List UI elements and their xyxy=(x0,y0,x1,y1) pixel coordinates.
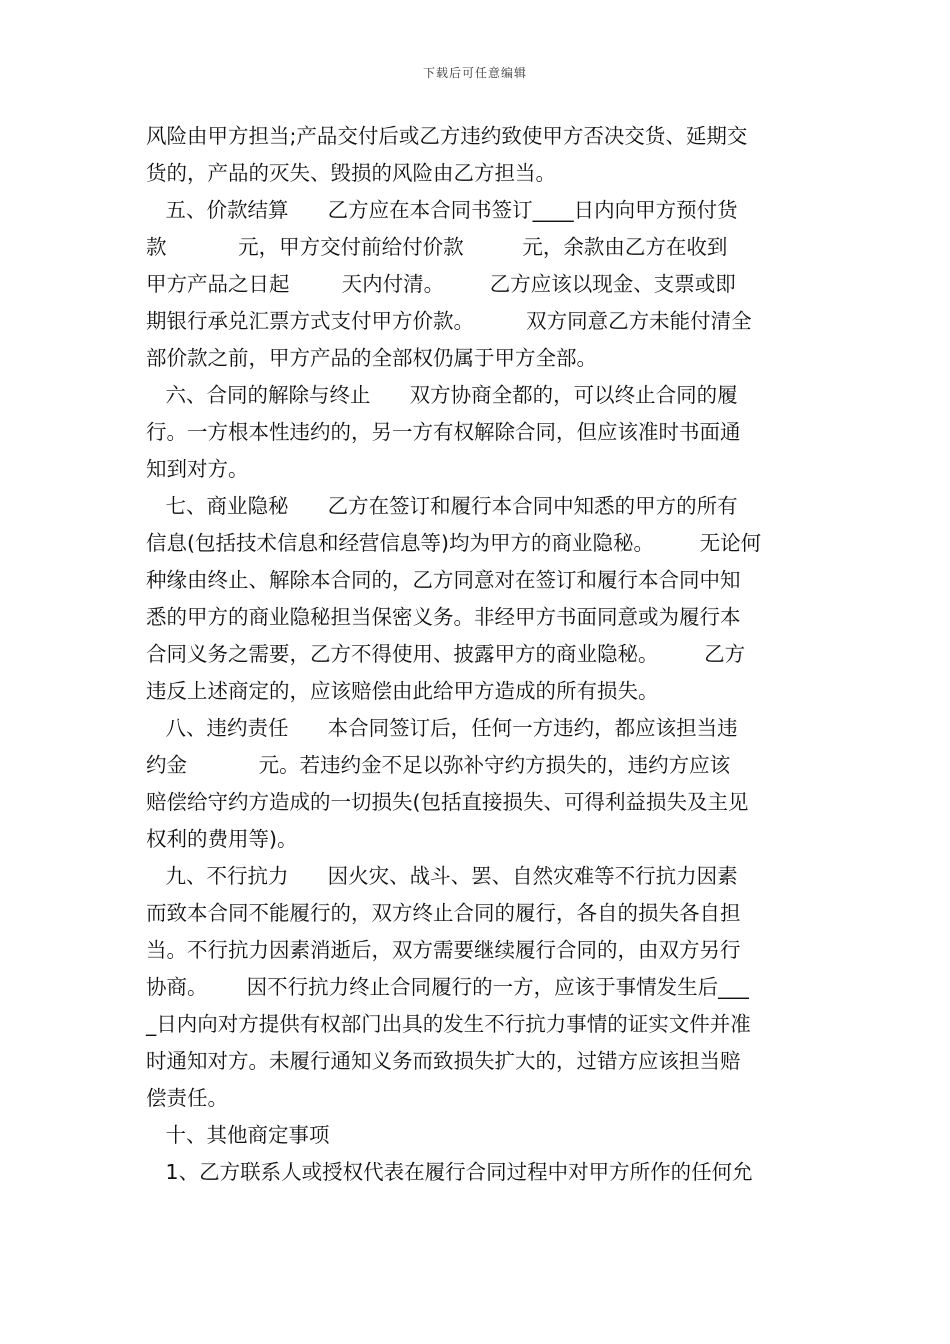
text-line: 行。一方根本性违约的，另一方有权解除合同，但应该准时书面通 xyxy=(146,420,741,444)
text-line: 九、不行抗力 因火灾、战斗、罢、自然灾难等不行抗力因素 xyxy=(146,864,738,888)
text-line: 合同义务之需要，乙方不得使用、披露甲方的商业隐秘。 乙方 xyxy=(146,642,746,666)
text-line: 信息(包括技术信息和经营信息等)均为甲方的商业隐秘。 无论何 xyxy=(146,531,762,555)
text-line: 知到对方。 xyxy=(146,457,249,481)
page-header: 下载后可任意编辑 xyxy=(422,66,527,80)
text-line: _日内向对方提供有权部门出具的发生不行抗力事情的证实文件并准 xyxy=(146,1012,751,1036)
text-line: 五、价款结算 乙方应在本合同书签订____日内向甲方预付货 xyxy=(146,198,738,222)
text-line: 十、其他商定事项 xyxy=(146,1123,330,1147)
text-line: 违反上述商定的，应该赔偿由此给甲方造成的所有损失。 xyxy=(146,679,659,703)
text-line: 偿责任。 xyxy=(146,1086,228,1110)
text-line: 悉的甲方的商业隐秘担当保密义务。非经甲方书面同意或为履行本 xyxy=(146,605,741,629)
text-line: 当。不行抗力因素消逝后，双方需要继续履行合同的，由双方另行 xyxy=(146,938,741,962)
text-line: 七、商业隐秘 乙方在签订和履行本合同中知悉的甲方的所有 xyxy=(146,494,738,518)
text-line: 甲方产品之日起 天内付清。 乙方应该以现金、支票或即 xyxy=(146,272,736,296)
text-line: 六、合同的解除与终止 双方协商全都的，可以终止合同的履 xyxy=(146,383,738,407)
text-line: 种缘由终止、解除本合同的，乙方同意对在签订和履行本合同中知 xyxy=(146,568,741,592)
text-line: 风险由甲方担当;产品交付后或乙方违约致使甲方否决交货、延期交 xyxy=(146,124,748,148)
text-line: 时通知对方。未履行通知义务而致损失扩大的，过错方应该担当赔 xyxy=(146,1049,741,1073)
text-line: 约金 元。若违约金不足以弥补守约方损失的，违约方应该 xyxy=(146,753,731,777)
text-line: 赔偿给守约方造成的一切损失(包括直接损失、可得利益损失及主见 xyxy=(146,790,749,814)
text-line: 期银行承兑汇票方式支付甲方价款。 双方同意乙方未能付清全 xyxy=(146,309,752,333)
text-line: 款 元，甲方交付前给付价款 元，余款由乙方在收到 xyxy=(146,235,728,259)
text-line: 权利的费用等)。 xyxy=(146,827,298,851)
text-line: 货的，产品的灭失、毁损的风险由乙方担当。 xyxy=(146,161,556,185)
text-line: 八、违约责任 本合同签订后，任何一方违约，都应该担当违 xyxy=(146,716,738,740)
text-line: 1、乙方联系人或授权代表在履行合同过程中对甲方所作的任何允 xyxy=(146,1160,753,1184)
text-line: 而致本合同不能履行的，双方终止合同的履行，各自的损失各自担 xyxy=(146,901,741,925)
text-line: 协商。 因不行抗力终止合同履行的一方，应该于事情发生后___ xyxy=(146,975,749,999)
text-line: 部价款之前，甲方产品的全部权仍属于甲方全部。 xyxy=(146,346,597,370)
document-body xyxy=(146,118,806,1191)
